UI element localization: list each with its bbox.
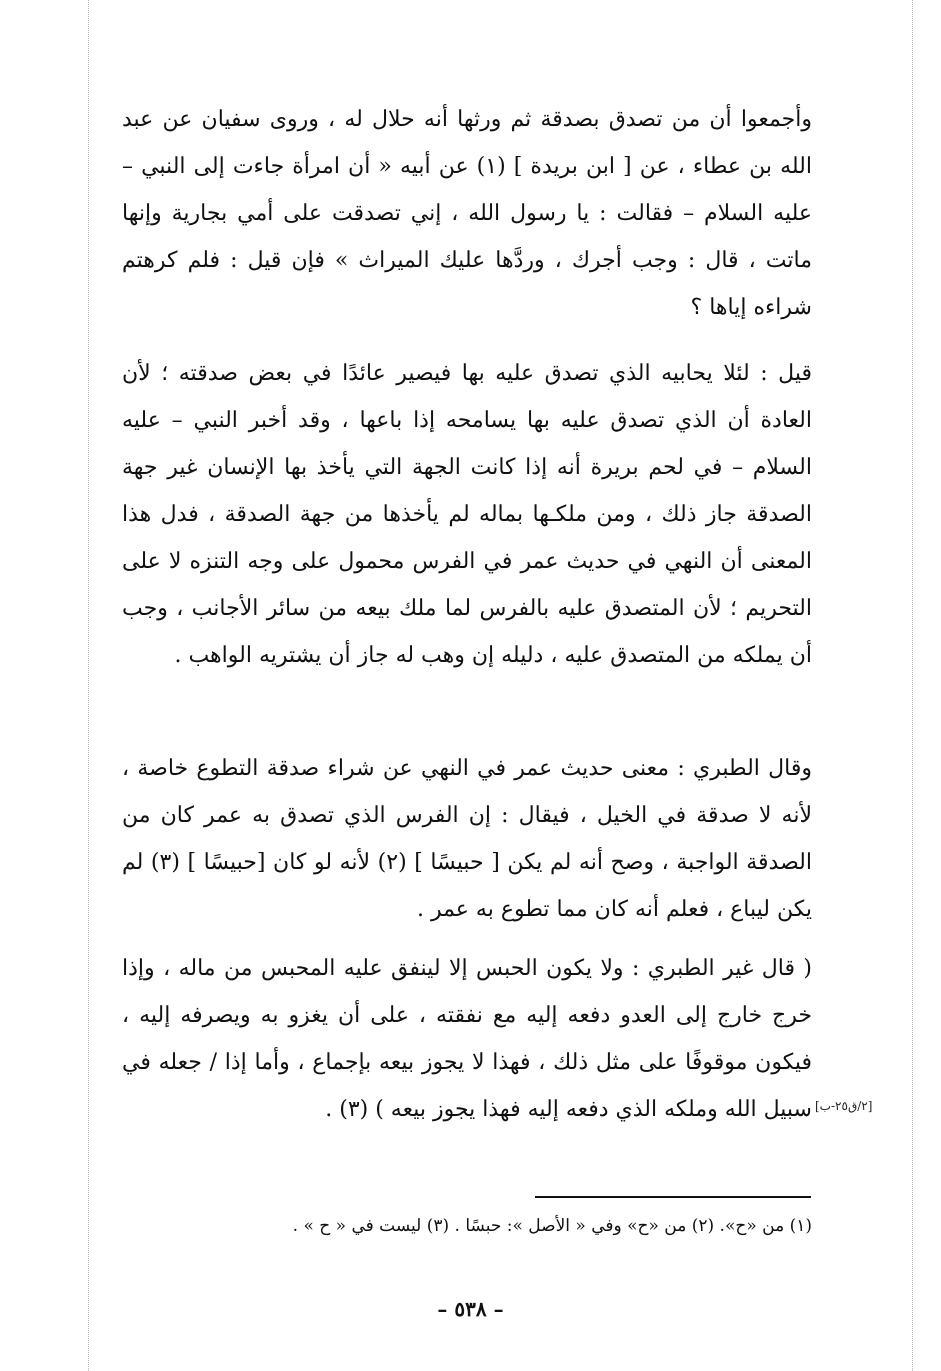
page-number: – ٥٣٨ – (437, 1297, 504, 1321)
page-edge-right (912, 0, 913, 1371)
paragraph-2-text: قيل : لئلا يحابيه الذي تصدق عليه بها فيصير عائدًا في بعض صدقته ؛ لأن العادة أن الذي تصدق عليه بها يسامحه إذا باعها ، وقد أخبر النبي – عليه السلام – في لحم بريرة أنه إذا كانت الجهة التي يأخذ بها الإنسان غير جهة الصدقة جاز ذلك ، ومن ملكـها بماله لم يأخذها من جهة الصدقة ، فدل هذا المعنى أن النهي في حديث عمر في الفرس محمول على وجه التنزه لا على التحريم ؛ لأن المتصدق عليه بالفرس لما ملك بيعه من سائر الأجانب ، وجب أن يملكه من المتصدق عليه ، دليله إن وهب له جاز أن يشتريه الواهب . (122, 361, 812, 668)
footnotes: (١) من «ح». (٢) من «ح» وفي « الأصل »: حبسًا . (٣) ليست في « ح » . (292, 1216, 812, 1236)
paragraph-4 (122, 945, 812, 1133)
paragraph-2 (122, 350, 812, 679)
manuscript-folio-marker: [٢/ق٢٥-ب] (815, 1099, 873, 1113)
paragraph-4-text: ( قال غير الطبري : ولا يكون الحبس إلا لينفق عليه المحبس من ماله ، وإذا خرج خارج إلى العدو دفعه إليه مع نفقته ، على أن يغزو به ويصرفه إليه ، فيكون موقوفًا على مثل ذلك ، فهذا لا يجوز بيعه بإجماع ، وأما إذا / جعله في سبيل الله وملكه الذي دفعه إليه فهذا يجوز بيعه ) (٣) . (122, 956, 812, 1122)
paragraph-3 (122, 745, 812, 933)
paragraph-1-text: وأجمعوا أن من تصدق بصدقة ثم ورثها أنه حلال له ، وروى سفيان عن عبد الله بن عطاء ، عن [ ابن بريدة ] (١) عن أبيه « أن امرأة جاءت إلى النبي – عليه السلام – فقالت : يا رسول الله ، إني تصدقت على أمي بجارية وإنها ماتت ، قال : وجب أجرك ، وردَّها عليك الميراث » فإن قيل : فلم كرهتم شراءه إياها ؟ (122, 107, 812, 320)
footnote-divider (535, 1196, 811, 1198)
paragraph-3-text: وقال الطبري : معنى حديث عمر في النهي عن شراء صدقة التطوع خاصة ، لأنه لا صدقة في الخيل ، فيقال : إن الفرس الذي تصدق به عمر كان من الصدقة الواجبة ، وصح أنه لم يكن [ حبيسًا ] (٢) لأنه لو كان [حبيسًا ] (٣) لم يكن ليباع ، فعلم أنه كان مما تطوع به عمر . (122, 756, 812, 922)
page-edge-left (88, 0, 89, 1371)
paragraph-1 (122, 96, 812, 331)
